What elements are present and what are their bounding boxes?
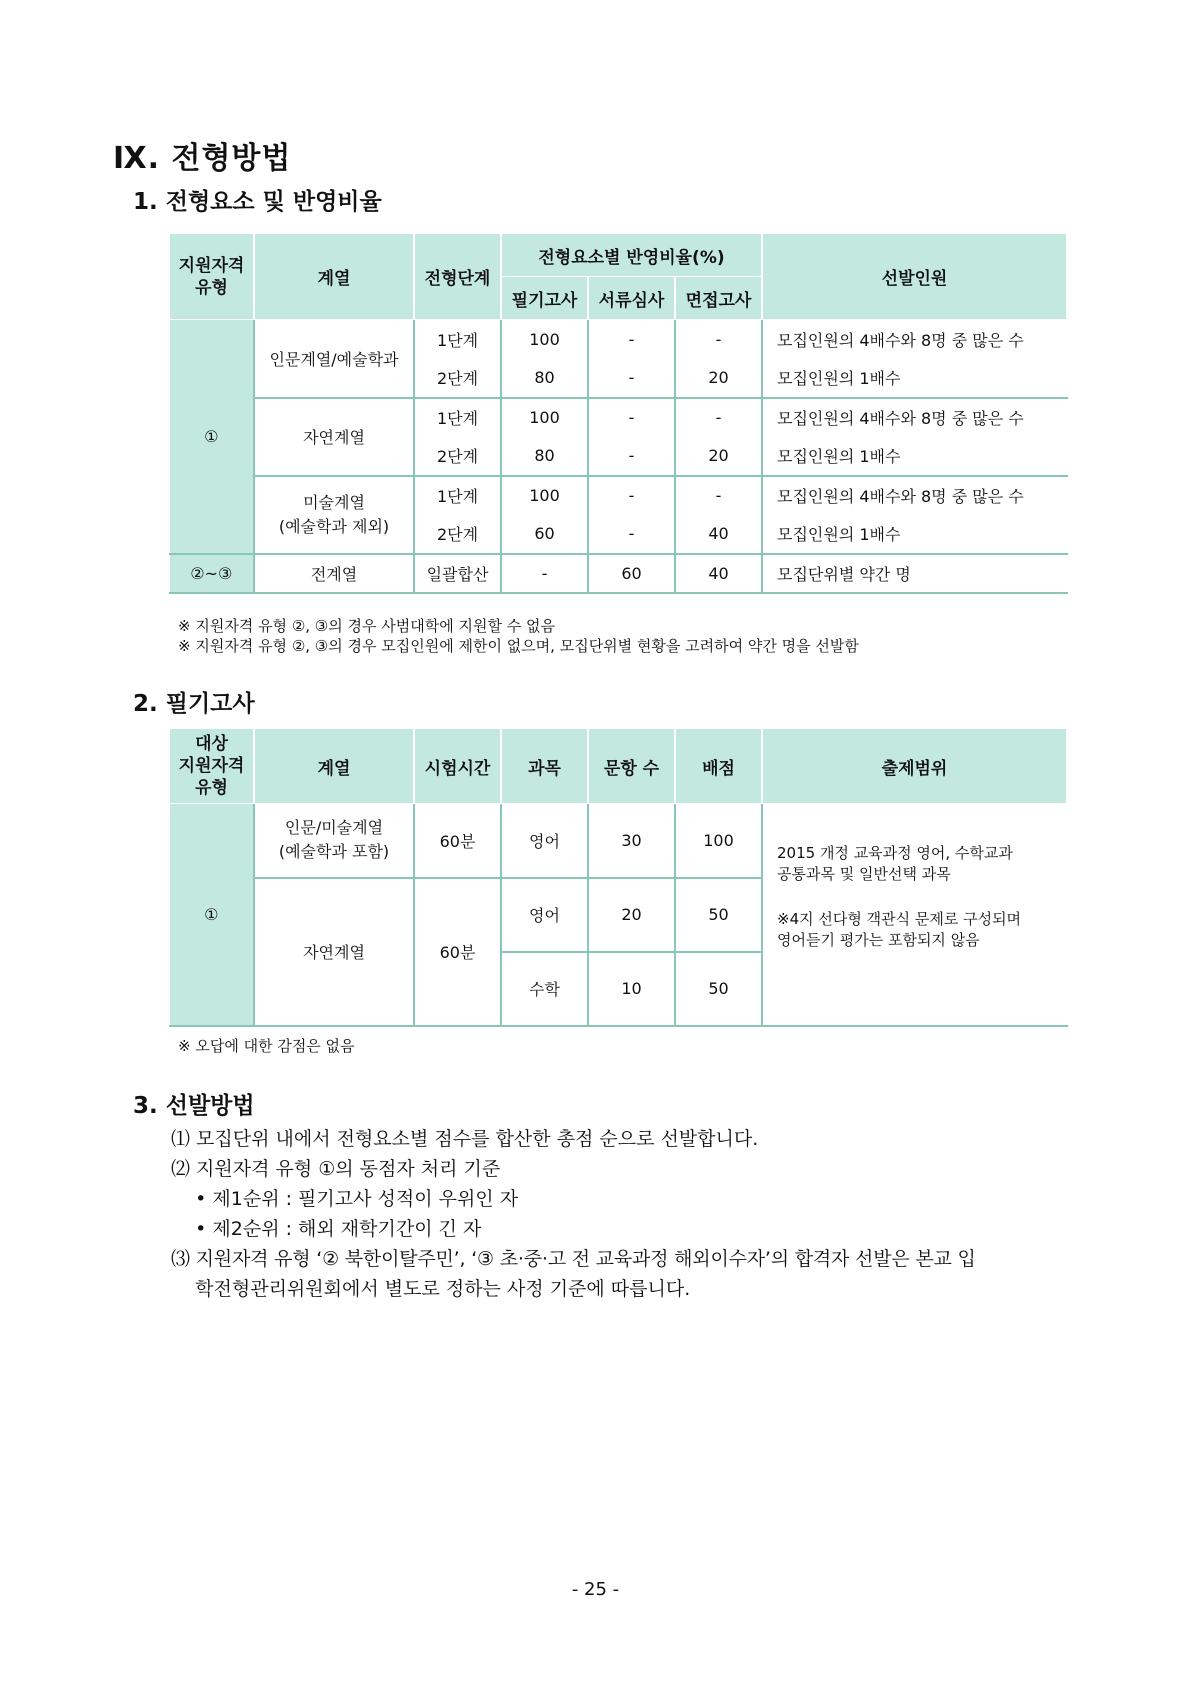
table-row <box>169 476 1067 515</box>
interview-cell: 20 <box>675 437 762 476</box>
selection-cell: 모집인원의 1배수 <box>762 359 1067 398</box>
scope-text-1: 2015 개정 교육과정 영어, 수학교과 공통과목 및 일반선택 과목 <box>777 844 1013 884</box>
written-cell: 80 <box>501 359 588 398</box>
track-cell: 자연계열 <box>254 878 414 1026</box>
s1-note-2: ※ 지원자격 유형 ②, ③의 경우 모집인원에 제한이 없으며, 모집단위별 현황을 고려하여 약간 명을 선발함 <box>178 637 859 655</box>
method-item-3: ⑶ 지원자격 유형 ‘② 북한이탈주민’, ‘③ 초·중·고 전 교육과정 해외이수자’의 합격자 선발은 본교 입 <box>171 1248 976 1270</box>
subject-cell: 수학 <box>501 952 588 1026</box>
interview-cell: - <box>675 476 762 515</box>
written-cell: 100 <box>501 476 588 515</box>
time-cell: 60분 <box>414 878 501 1026</box>
method-item-3-cont: 학전형관리위원회에서 별도로 정하는 사정 기준에 따릅니다. <box>171 1278 691 1300</box>
document-cell: - <box>588 476 675 515</box>
s2-note: ※ 오답에 대한 감점은 없음 <box>178 1037 355 1055</box>
selection-cell: 모집단위별 약간 명 <box>762 554 1067 593</box>
hdr-time: 시험시간 <box>414 729 501 804</box>
document-cell: - <box>588 398 675 437</box>
track-cell: 미술계열 (예술학과 제외) <box>254 476 414 554</box>
scope-cell <box>762 804 1067 1026</box>
score-cell: 50 <box>675 952 762 1026</box>
hdr-track: 계열 <box>254 729 414 804</box>
method-subitem-1: • 제1순위 : 필기고사 성적이 우위인 자 <box>171 1188 519 1210</box>
type-cell: ① <box>169 320 254 554</box>
table-row <box>169 554 1067 593</box>
method-item-2: ⑵ 지원자격 유형 ①의 동점자 처리 기준 <box>171 1158 501 1180</box>
interview-cell: 40 <box>675 515 762 554</box>
s3-title: 3. 선발방법 <box>133 1093 255 1119</box>
written-cell: 100 <box>501 398 588 437</box>
stage-cell: 1단계 <box>414 398 501 437</box>
type-cell: ① <box>169 804 254 1026</box>
hdr-ratio-group: 전형요소별 반영비율(%) <box>501 234 762 277</box>
table-row <box>169 320 1067 359</box>
document-cell: - <box>588 320 675 359</box>
stage-cell: 1단계 <box>414 476 501 515</box>
hdr-interview: 면접고사 <box>675 277 762 320</box>
s2-title: 2. 필기고사 <box>133 691 255 717</box>
count-cell: 20 <box>588 878 675 952</box>
interview-cell: 40 <box>675 554 762 593</box>
section-title: Ⅸ. 전형방법 <box>113 141 292 176</box>
written-cell: 100 <box>501 320 588 359</box>
subject-cell: 영어 <box>501 878 588 952</box>
written-exam-table <box>168 728 1068 1027</box>
selection-method-list <box>171 1124 976 1304</box>
hdr-track: 계열 <box>254 234 414 320</box>
count-cell: 30 <box>588 804 675 878</box>
time-cell: 60분 <box>414 804 501 878</box>
table-row <box>169 398 1067 437</box>
selection-cell: 모집인원의 4배수와 8명 중 많은 수 <box>762 320 1067 359</box>
s1-note-1: ※ 지원자격 유형 ②, ③의 경우 사범대학에 지원할 수 없음 <box>178 617 555 635</box>
hdr-count: 문항 수 <box>588 729 675 804</box>
score-cell: 100 <box>675 804 762 878</box>
hdr-type: 대상 지원자격 유형 <box>169 729 254 804</box>
selection-cell: 모집인원의 4배수와 8명 중 많은 수 <box>762 476 1067 515</box>
count-cell: 10 <box>588 952 675 1026</box>
interview-cell: - <box>675 320 762 359</box>
written-cell: - <box>501 554 588 593</box>
stage-cell: 2단계 <box>414 515 501 554</box>
page-number: - 25 - <box>571 1579 620 1600</box>
selection-cell: 모집인원의 1배수 <box>762 515 1067 554</box>
method-subitem-2: • 제2순위 : 해외 재학기간이 긴 자 <box>171 1218 482 1240</box>
scope-text-2: ※4지 선다형 객관식 문제로 구성되며 영어듣기 평가는 포함되지 않음 <box>777 910 1022 950</box>
hdr-selection: 선발인원 <box>762 234 1067 320</box>
hdr-scope: 출제범위 <box>762 729 1067 804</box>
stage-cell: 일괄합산 <box>414 554 501 593</box>
stage-cell: 2단계 <box>414 359 501 398</box>
selection-cell: 모집인원의 1배수 <box>762 437 1067 476</box>
score-cell: 50 <box>675 878 762 952</box>
type-cell: ②~③ <box>169 554 254 593</box>
track-cell: 전계열 <box>254 554 414 593</box>
track-cell: 인문계열/예술학과 <box>254 320 414 398</box>
selection-cell: 모집인원의 4배수와 8명 중 많은 수 <box>762 398 1067 437</box>
stage-cell: 2단계 <box>414 437 501 476</box>
document-cell: 60 <box>588 554 675 593</box>
hdr-stage: 전형단계 <box>414 234 501 320</box>
track-cell: 자연계열 <box>254 398 414 476</box>
written-cell: 80 <box>501 437 588 476</box>
method-item-1: ⑴ 모집단위 내에서 전형요소별 점수를 합산한 총점 순으로 선발합니다. <box>171 1128 759 1150</box>
ratio-table <box>168 233 1068 594</box>
hdr-written: 필기고사 <box>501 277 588 320</box>
written-cell: 60 <box>501 515 588 554</box>
hdr-score: 배점 <box>675 729 762 804</box>
hdr-subject: 과목 <box>501 729 588 804</box>
subject-cell: 영어 <box>501 804 588 878</box>
document-cell: - <box>588 515 675 554</box>
stage-cell: 1단계 <box>414 320 501 359</box>
interview-cell: - <box>675 398 762 437</box>
document-cell: - <box>588 359 675 398</box>
track-cell: 인문/미술계열 (예술학과 포함) <box>254 804 414 878</box>
document-cell: - <box>588 437 675 476</box>
interview-cell: 20 <box>675 359 762 398</box>
s1-title: 1. 전형요소 및 반영비율 <box>133 189 382 215</box>
hdr-document: 서류심사 <box>588 277 675 320</box>
table-row <box>169 804 1067 878</box>
hdr-type: 지원자격 유형 <box>169 234 254 320</box>
